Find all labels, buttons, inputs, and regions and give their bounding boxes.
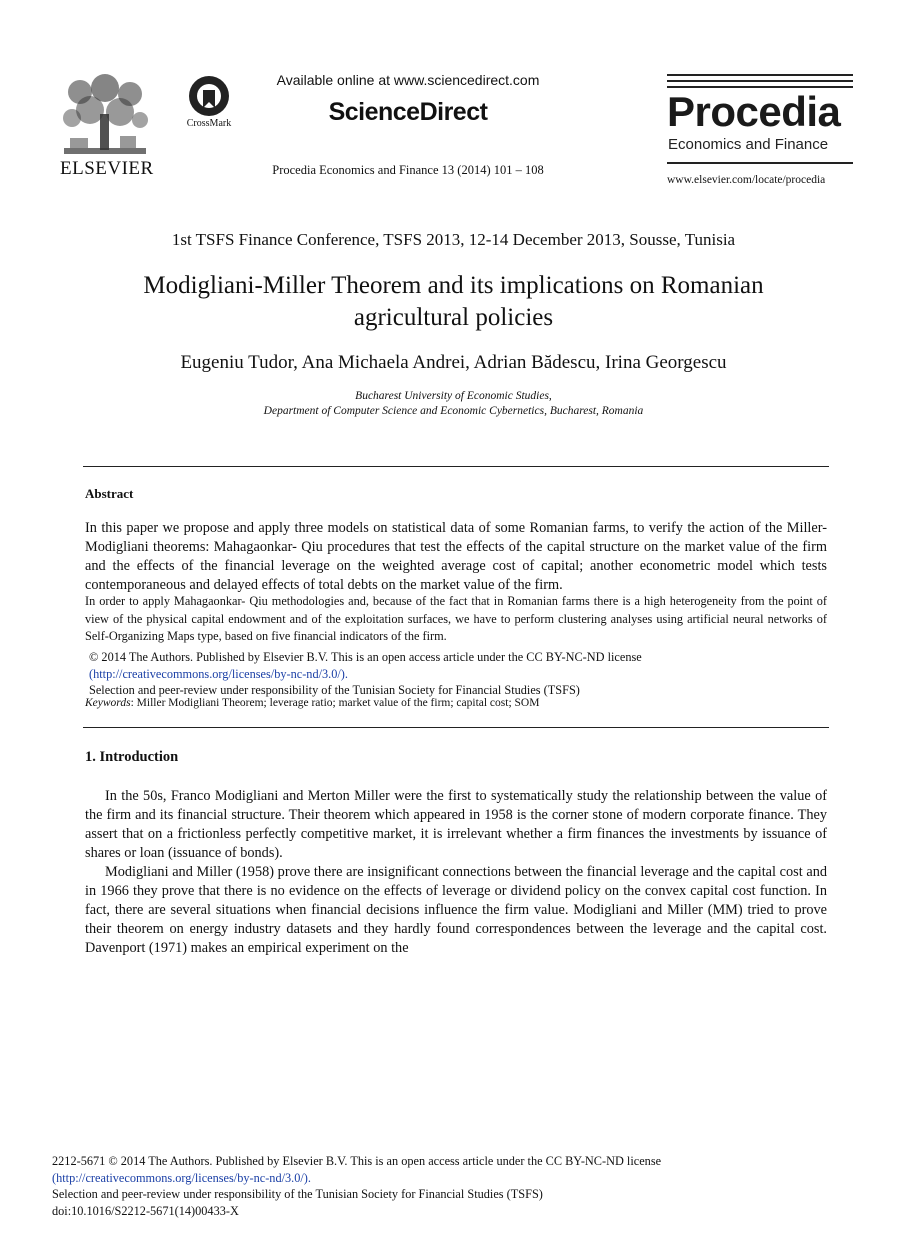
footer-doi: doi:10.1016/S2212-5671(14)00433-X — [52, 1203, 239, 1218]
journal-reference: Procedia Economics and Finance 13 (2014) 101 – 108 — [272, 163, 544, 177]
procedia-logo — [667, 74, 853, 190]
footer-peer-review: Selection and peer-review under responsibility of the Tunisian Society for Financial Studies (TSFS) — [52, 1187, 543, 1201]
affiliation-line-2: Department of Computer Science and Economic Cybernetics, Bucharest, Romania — [263, 405, 644, 417]
elsevier-tree-icon — [60, 74, 150, 160]
keywords-list: : Miller Modigliani Theorem; leverage ratio; market value of the firm; capital cost; SOM — [130, 697, 540, 709]
conference-line: 1st TSFS Finance Conference, TSFS 2013, 12-14 December 2013, Sousse, Tunisia — [171, 230, 736, 249]
procedia-url[interactable]: www.elsevier.com/locate/procedia — [667, 174, 826, 186]
intro-paragraph-1: In the 50s, Franco Modigliani and Merton Miller were the first to systematically study the relationship between the value of the firm and its financial structure. Their theorem which appeared in 1958 is the corner stone of modern corporate finance. They assert that on a frictionless perfectly competitive market, it is irrelevant whether a firm finances the investments by issuance of shares or loan (issuance of bonds). — [85, 788, 827, 861]
copyright-block — [89, 649, 829, 699]
footer-license: 2212-5671 © 2014 The Authors. Published by Elsevier B.V. This is an open access article under the CC BY-NC-ND license — [52, 1154, 662, 1168]
abstract-heading: Abstract — [85, 486, 134, 501]
sciencedirect-wordmark: ScienceDirect — [328, 98, 488, 126]
footer — [52, 1153, 852, 1219]
procedia-subtitle: Economics and Finance — [668, 136, 829, 153]
procedia-rule-2 — [667, 80, 853, 82]
available-online: Available online at www.sciencedirect.com — [276, 72, 540, 88]
procedia-rule-top — [667, 74, 853, 76]
procedia-title: Procedia — [667, 88, 841, 135]
title-line-2: agricultural policies — [353, 304, 554, 331]
crossmark-icon — [181, 74, 237, 118]
section-heading-introduction: 1. Introduction — [85, 749, 179, 765]
affiliation — [60, 389, 847, 419]
affiliation-line-1: Bucharest University of Economic Studies, — [355, 390, 552, 402]
authors: Eugeniu Tudor, Ana Michaela Andrei, Adrian Bădescu, Irina Georgescu — [180, 352, 727, 373]
license-link[interactable]: (http://creativecommons.org/licenses/by-nc-nd/3.0/). — [89, 666, 348, 681]
rule-above-abstract — [83, 466, 829, 467]
keywords-label: Keywords — [85, 697, 131, 709]
footer-license-link[interactable]: (http://creativecommons.org/licenses/by-nc-nd/3.0/). — [52, 1170, 311, 1185]
procedia-rule-bottom — [667, 162, 853, 164]
crossmark-label: CrossMark — [186, 118, 232, 129]
copyright-line: © 2014 The Authors. Published by Elsevier B.V. This is an open access article under the CC BY-NC-ND license — [89, 650, 642, 664]
elsevier-wordmark: ELSEVIER — [60, 158, 154, 179]
crossmark-badge[interactable] — [181, 74, 237, 132]
abstract-paragraph-1: In this paper we propose and apply three models on statistical data of some Romanian farms, to verify the action of the Miller-Modigliani theorems: Mahagaonkar- Qiu procedures that test the effects of the capital structure on the market value of the firm and the effects of the financial leverage on the weighted average cost of capital; another econometric model which tests contemporaneous and delayed effects of total debts on the market value of the firm. — [85, 520, 827, 593]
peer-review-line: Selection and peer-review under responsibility of the Tunisian Society for Financial Studies (TSFS) — [89, 683, 580, 697]
paper-title — [60, 270, 847, 334]
rule-below-abstract — [83, 727, 829, 728]
elsevier-logo — [60, 74, 154, 179]
title-line-1: Modigliani-Miller Theorem and its implications on Romanian — [143, 272, 764, 299]
abstract-paragraph-2: In order to apply Mahagaonkar- Qiu methodologies and, because of the fact that in Romanian farms there is a high heterogeneity from the point of view of the physical capital endowment and of the exploitation surfaces, we have to perform clustering analyses using artificial neural networks of Self-Organizing Maps type, based on five financial indicators of the firm. — [85, 594, 827, 643]
keywords — [85, 697, 827, 709]
intro-paragraph-2: Modigliani and Miller (1958) prove there are insignificant connections between the financial leverage and the capital cost and in 1966 they prove that there is no evidence on the effects of leverage or dividend policy on the convex capital cost function. In fact, there are several situations when financial decisions influence the firm value. Modigliani and Miller (MM) tried to prove their theorem on energy industry datasets and they hardly found correspondences between the leverage and the capital cost. Davenport (1971) makes an empirical experiment on the — [85, 864, 827, 956]
